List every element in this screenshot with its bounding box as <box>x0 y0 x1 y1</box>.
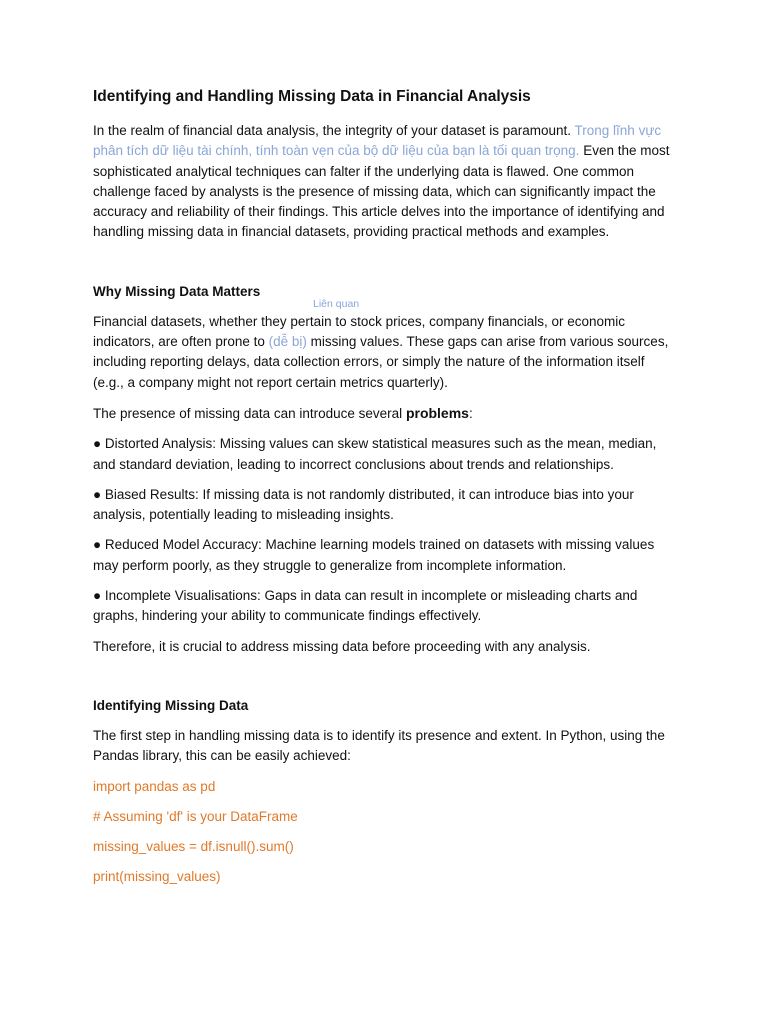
why-text-1: Financial datasets, whether they pertain to stock prices, company financials, or economic indicators, are often prone to <box>93 313 626 350</box>
bullet-item: ● Distorted Analysis: Missing values can skew statistical measures such as the mean, median, and standard deviation, leading to incorrect conclusions about trends and relationships. <box>93 436 657 472</box>
conclusion-paragraph: Therefore, it is crucial to address missing data before proceeding with any analysis. <box>93 638 591 654</box>
intro-translation: Trong lĩnh vực phân tích dữ liệu tài chính, tính toàn vẹn của bộ dữ liệu của bạn là tối quan trọng. <box>93 123 662 159</box>
document-page <box>93 86 679 887</box>
intro-text-2: Even the most sophisticated analytical techniques can falter if the underlying data is flawed. One common challenge faced by analysts is the presence of missing data, which can significantly impact the accuracy and reliability of their findings. This article delves into the importance of identifying and handling missing data in financial datasets, providing practical methods and examples. <box>93 143 670 240</box>
why-paragraph <box>93 297 679 393</box>
section-heading-why: Why Missing Data Matters <box>93 283 261 299</box>
section-heading-identifying: Identifying Missing Data <box>93 697 249 713</box>
translation-annotation: Liên quan <box>313 297 360 310</box>
code-line: missing_values = df.isnull().sum() <box>93 838 294 854</box>
problems-word: problems <box>405 404 469 421</box>
why-translation: (dễ bị) <box>268 334 307 350</box>
identifying-paragraph: The first step in handling missing data is to identify its presence and extent. In Python, using the Pandas library, this can be easily achieved: <box>93 727 665 764</box>
why-text-2: missing values. These gaps can arise from various sources, including reporting delays, data collection errors, or simply the nature of the information itself (e.g., a company might not report certain metrics quarterly). <box>93 334 669 390</box>
page-title: Identifying and Handling Missing Data in Financial Analysis <box>93 88 531 105</box>
intro-text-1: In the realm of financial data analysis, the integrity of your dataset is paramount. <box>93 123 572 138</box>
problems-intro <box>93 403 679 424</box>
code-block <box>93 777 679 887</box>
bullet-item: ● Biased Results: If missing data is not randomly distributed, it can introduce bias into your analysis, potentially leading to misleading insights. <box>93 486 634 523</box>
bullet-item: ● Reduced Model Accuracy: Machine learning models trained on datasets with missing values may perform poorly, as they struggle to generalize from incomplete information. <box>93 537 655 573</box>
bullet-item: ● Incomplete Visualisations: Gaps in data can result in incomplete or misleading charts and graphs, hindering your ability to communicate findings effectively. <box>93 588 638 624</box>
problems-colon: : <box>468 405 473 421</box>
problems-lead: The presence of missing data can introduce several <box>93 405 403 421</box>
code-line: # Assuming 'df' is your DataFrame <box>93 808 298 824</box>
intro-paragraph <box>93 121 679 243</box>
code-line: print(missing_values) <box>93 868 221 884</box>
code-line: import pandas as pd <box>93 778 216 794</box>
